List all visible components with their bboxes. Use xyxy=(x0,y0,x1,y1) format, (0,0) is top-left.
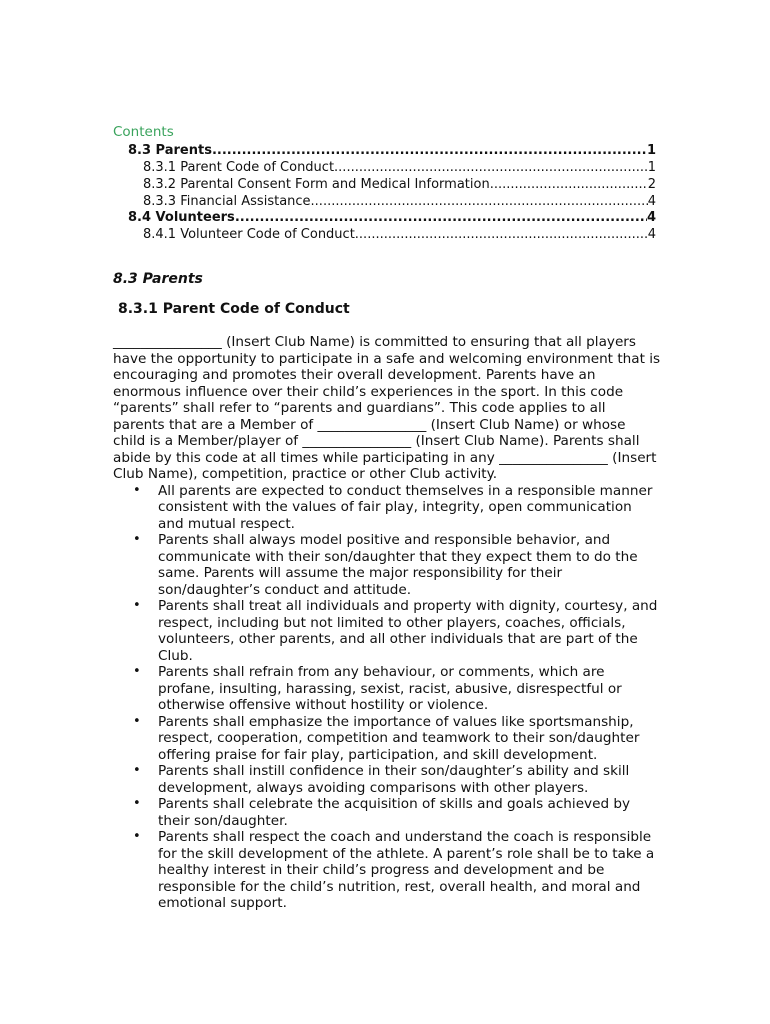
subsection-heading: 8.3.1 Parent Code of Conduct xyxy=(118,301,350,317)
list-item-text: Parents shall celebrate the acquisition of skills and goals achieved by their son/daughter. xyxy=(158,796,631,829)
list-item-text: Parents shall instill confidence in their son/daughter’s ability and skill development, always avoiding comparisons with other players. xyxy=(158,763,630,796)
toc-entry-8-4-1[interactable] xyxy=(143,227,656,242)
toc-entry-8-3-1[interactable] xyxy=(143,160,656,175)
toc-entry-label: 8.4 Volunteers xyxy=(128,210,235,225)
list-item-text: Parents shall respect the coach and understand the coach is responsible for the skill development of the athlete. A parent’s role shall be to take a healthy interest in their child’s progress and development and be responsible for the child’s nutrition, rest, overall health, and moral and emotional support. xyxy=(158,829,655,911)
contents-title: Contents xyxy=(113,124,174,140)
toc-entry-8-3[interactable] xyxy=(128,143,656,158)
list-item-text: Parents shall emphasize the importance of values like sportsmanship, respect, cooperation, competition and teamwork to their son/daughter offering praise for fair play, participation, and skill development. xyxy=(158,713,640,763)
toc-entry-label: 8.4.1 Volunteer Code of Conduct xyxy=(143,227,355,242)
list-item xyxy=(113,598,661,664)
list-item xyxy=(113,829,661,912)
list-item xyxy=(113,796,661,829)
intro-paragraph: ________________ (Insert Club Name) is committed to ensuring that all players have the opportunity to participate in a safe and welcoming environment that is encouraging and promotes their overall development. Parents have an enormous influence over their child’s experiences in the sport. In this code “parents” shall refer to “parents and guardians”. This code applies to all parents that are a Member of ________________ (Insert Club Name) or whose child is a Member/player of ________________ (Insert Club Name). Parents shall abide by this code at all times while participating in any ________________ (Insert Club Name), competition, practice or other Club activity. xyxy=(113,334,661,482)
bullet-icon: • xyxy=(133,829,141,844)
toc-leader-dots xyxy=(311,194,648,209)
bullet-icon: • xyxy=(133,664,141,679)
toc-page-number: 4 xyxy=(647,227,656,242)
list-item xyxy=(113,763,661,796)
toc-entry-label: 8.3 Parents xyxy=(128,143,212,158)
toc-entry-label: 8.3.1 Parent Code of Conduct xyxy=(143,160,335,175)
toc-leader-dots xyxy=(490,177,648,192)
list-item xyxy=(113,532,661,598)
toc-page-number: 1 xyxy=(646,143,656,158)
list-item-text: Parents shall always model positive and responsible behavior, and communicate with their son/daughter that they expect them to do the same. Parents will assume the major responsibility for their son/daughter’s conduct and attitude. xyxy=(158,532,638,598)
conduct-bullet-list xyxy=(113,483,661,912)
bullet-icon: • xyxy=(133,796,141,811)
toc-page-number: 4 xyxy=(646,210,656,225)
toc-leader-dots xyxy=(235,210,647,225)
list-item-text: All parents are expected to conduct themselves in a responsible manner consistent with the values of fair play, integrity, open communication and mutual respect. xyxy=(158,482,653,532)
toc-entry-8-3-2[interactable] xyxy=(143,177,656,192)
toc-leader-dots xyxy=(355,227,648,242)
bullet-icon: • xyxy=(133,598,141,613)
toc-entry-8-4[interactable] xyxy=(128,210,656,225)
list-item-text: Parents shall treat all individuals and property with dignity, courtesy, and respect, including but not limited to other players, coaches, officials, volunteers, other parents, and all other individuals that are part of the Club. xyxy=(158,598,658,664)
toc-page-number: 1 xyxy=(647,160,656,175)
section-body xyxy=(113,334,661,912)
toc-entry-label: 8.3.2 Parental Consent Form and Medical Information xyxy=(143,177,490,192)
toc-entry-8-3-3[interactable] xyxy=(143,194,656,209)
toc-leader-dots xyxy=(212,143,647,158)
toc-page-number: 2 xyxy=(647,177,656,192)
toc-page-number: 4 xyxy=(647,194,656,209)
toc-leader-dots xyxy=(334,160,648,175)
bullet-icon: • xyxy=(133,532,141,547)
list-item xyxy=(113,483,661,533)
list-item xyxy=(113,714,661,764)
bullet-icon: • xyxy=(133,482,141,498)
list-item-text: Parents shall refrain from any behaviour, or comments, which are profane, insulting, harassing, sexist, racist, abusive, disrespectful or otherwise offensive without hostility or violence. xyxy=(158,664,622,713)
bullet-icon: • xyxy=(133,763,141,778)
bullet-icon: • xyxy=(133,713,141,729)
list-item xyxy=(113,664,661,714)
toc-entry-label: 8.3.3 Financial Assistance xyxy=(143,194,311,209)
section-heading: 8.3 Parents xyxy=(113,271,203,287)
